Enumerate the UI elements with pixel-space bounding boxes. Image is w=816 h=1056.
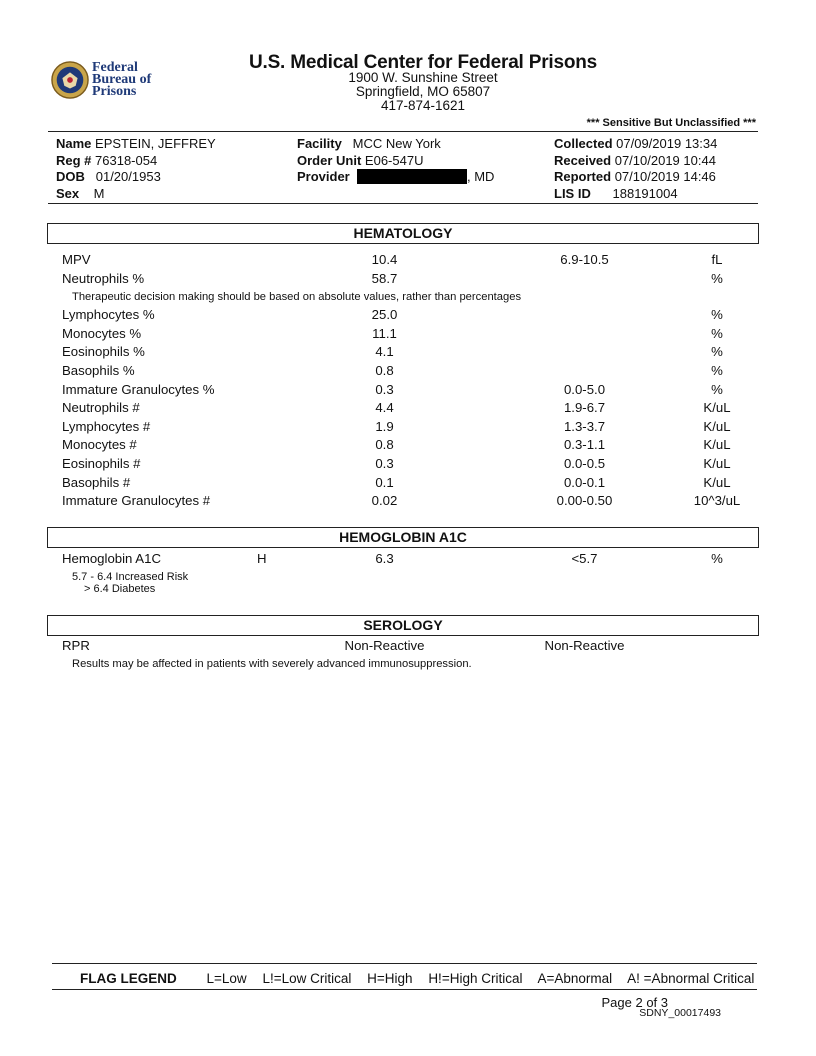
- test-name: Monocytes #: [62, 437, 137, 452]
- test-value: 0.02: [371, 493, 398, 508]
- table-row: [62, 399, 762, 418]
- test-value: 11.1: [372, 326, 397, 341]
- test-unit: K/uL: [703, 475, 731, 490]
- a1c-note-2: > 6.4 Diabetes: [84, 583, 156, 595]
- classification-banner: *** Sensitive But Unclassified ***: [586, 117, 756, 129]
- test-value: 10.4: [371, 252, 398, 267]
- test-unit: %: [711, 382, 723, 397]
- test-value: 58.7: [371, 271, 398, 286]
- hematology-note: [72, 288, 772, 307]
- test-value: 6.3: [375, 551, 394, 566]
- field-label: Reported: [554, 169, 612, 184]
- test-ref-range: 1.3-3.7: [563, 419, 606, 434]
- test-ref-range: 0.0-5.0: [563, 382, 606, 397]
- test-name: Neutrophils #: [62, 400, 140, 415]
- legend-item: H!=High Critical: [428, 971, 523, 986]
- table-row: [62, 270, 762, 289]
- test-value: Non-Reactive: [344, 638, 425, 653]
- test-unit: fL: [711, 252, 723, 267]
- test-unit: 10^3/uL: [693, 493, 741, 508]
- table-row: [62, 637, 762, 656]
- received-date: 07/10/2019 10:44: [614, 152, 716, 168]
- test-unit: %: [711, 551, 723, 566]
- table-row: [62, 455, 762, 474]
- table-row: [62, 362, 762, 381]
- test-ref-range: 1.9-6.7: [563, 400, 606, 415]
- test-value: 0.8: [375, 437, 394, 452]
- test-ref-range: 6.9-10.5: [560, 252, 609, 267]
- test-unit: %: [711, 307, 723, 322]
- field-label: Name: [56, 136, 92, 151]
- note-text: Therapeutic decision making should be based on absolute values, rather than percentages: [72, 291, 522, 303]
- test-name: Lymphocytes %: [62, 307, 155, 322]
- test-ref-range: 0.0-0.1: [563, 475, 606, 490]
- a1c-note-1: 5.7 - 6.4 Increased Risk: [72, 571, 189, 583]
- test-ref-range: <5.7: [571, 551, 598, 566]
- test-unit: K/uL: [703, 419, 731, 434]
- legend-item: L=Low: [206, 971, 247, 986]
- test-name: MPV: [62, 252, 91, 267]
- test-name: Basophils %: [62, 363, 135, 378]
- document-title: U.S. Medical Center for Federal Prisons: [248, 52, 598, 73]
- legend-item: A=Abnormal: [537, 971, 613, 986]
- patient-info: [56, 136, 216, 202]
- logo-line: Prisons: [92, 84, 137, 99]
- patient-reg: 76318-054: [95, 152, 158, 168]
- order-unit: E06-547U: [364, 152, 424, 168]
- table-row: [62, 343, 762, 362]
- lis-id: 188191004: [612, 185, 678, 201]
- redaction-box: [357, 169, 467, 184]
- test-value: 4.4: [375, 400, 394, 415]
- test-name: Basophils #: [62, 475, 131, 490]
- page-number: Page 2 of 3: [601, 995, 668, 1010]
- table-row: [62, 418, 762, 437]
- field-label: LIS ID: [554, 185, 591, 201]
- facility: MCC New York: [352, 136, 441, 151]
- field-label: DOB: [56, 169, 85, 184]
- test-name: Eosinophils #: [62, 456, 141, 471]
- section-serology: SEROLOGY: [47, 615, 759, 636]
- test-unit: %: [711, 271, 723, 286]
- test-value: 0.3: [375, 382, 394, 397]
- phone-number: 417-874-1621: [380, 98, 466, 113]
- field-label: Provider: [297, 169, 350, 184]
- test-name: RPR: [62, 638, 90, 653]
- reported-date: 07/10/2019 14:46: [614, 169, 716, 184]
- test-value: 25.0: [371, 307, 398, 322]
- test-unit: K/uL: [703, 400, 731, 415]
- test-unit: K/uL: [703, 456, 731, 471]
- test-unit: K/uL: [703, 437, 731, 452]
- table-row: [62, 381, 762, 400]
- field-label: Reg #: [56, 152, 92, 168]
- test-unit: %: [711, 363, 723, 378]
- field-label: Received: [554, 152, 612, 168]
- bates-number: SDNY_00017493: [639, 1007, 721, 1019]
- test-name: Immature Granulocytes #: [62, 493, 211, 508]
- logo-line: Bureau of: [92, 72, 152, 87]
- table-row: [62, 436, 762, 455]
- section-hematology: HEMATOLOGY: [47, 223, 759, 244]
- test-ref-range: Non-Reactive: [544, 638, 625, 653]
- legend-bottom-rule: [52, 989, 757, 990]
- order-info: [297, 136, 494, 186]
- collected-date: 07/09/2019 13:34: [616, 136, 718, 151]
- legend-item: H=High: [367, 971, 413, 986]
- test-name: Eosinophils %: [62, 344, 145, 359]
- field-label: Sex: [56, 185, 80, 201]
- table-row: [62, 325, 762, 344]
- patient-dob: 01/20/1953: [95, 169, 161, 184]
- field-label: Collected: [554, 136, 613, 151]
- legend-item: L!=Low Critical: [262, 971, 352, 986]
- test-value: 1.9: [375, 419, 394, 434]
- legend-item: A! =Abnormal Critical: [627, 971, 755, 986]
- test-unit: %: [711, 344, 723, 359]
- test-value: 0.1: [375, 475, 394, 490]
- test-ref-range: 0.00-0.50: [556, 493, 613, 508]
- field-label: Facility: [297, 136, 342, 151]
- table-row: [62, 550, 762, 569]
- address-line-2: Springfield, MO 65807: [355, 84, 491, 99]
- provider-suffix: , MD: [466, 169, 495, 184]
- table-row: [62, 306, 762, 325]
- patient-sex: M: [93, 185, 105, 201]
- test-name: Immature Granulocytes %: [62, 382, 215, 397]
- address-line-1: 1900 W. Sunshine Street: [348, 70, 498, 85]
- test-ref-range: 0.3-1.1: [563, 437, 606, 452]
- section-hemoglobin-a1c: HEMOGLOBIN A1C: [47, 527, 759, 548]
- flag-badge: H: [257, 551, 267, 566]
- header-divider: [48, 131, 758, 132]
- test-name: Lymphocytes #: [62, 419, 151, 434]
- date-info: [554, 136, 717, 202]
- table-row: [62, 474, 762, 493]
- test-value: 0.3: [375, 456, 394, 471]
- legend-top-rule: [52, 963, 757, 964]
- info-divider: [48, 203, 758, 204]
- test-ref-range: 0.0-0.5: [563, 456, 606, 471]
- test-name: Monocytes %: [62, 326, 142, 341]
- legend-title: FLAG LEGEND: [80, 971, 177, 986]
- table-row: [62, 251, 762, 270]
- logo-line: Federal: [92, 60, 138, 75]
- test-name: Hemoglobin A1C: [62, 551, 161, 566]
- test-value: 4.1: [375, 344, 394, 359]
- serology-note: Results may be affected in patients with severely advanced immunosuppression.: [72, 658, 472, 670]
- test-value: 0.8: [375, 363, 394, 378]
- patient-name: EPSTEIN, JEFFREY: [95, 136, 216, 151]
- test-unit: %: [711, 326, 723, 341]
- field-label: Order Unit: [297, 152, 362, 168]
- flag-legend: [80, 971, 766, 986]
- table-row: [62, 492, 762, 511]
- test-name: Neutrophils %: [62, 271, 145, 286]
